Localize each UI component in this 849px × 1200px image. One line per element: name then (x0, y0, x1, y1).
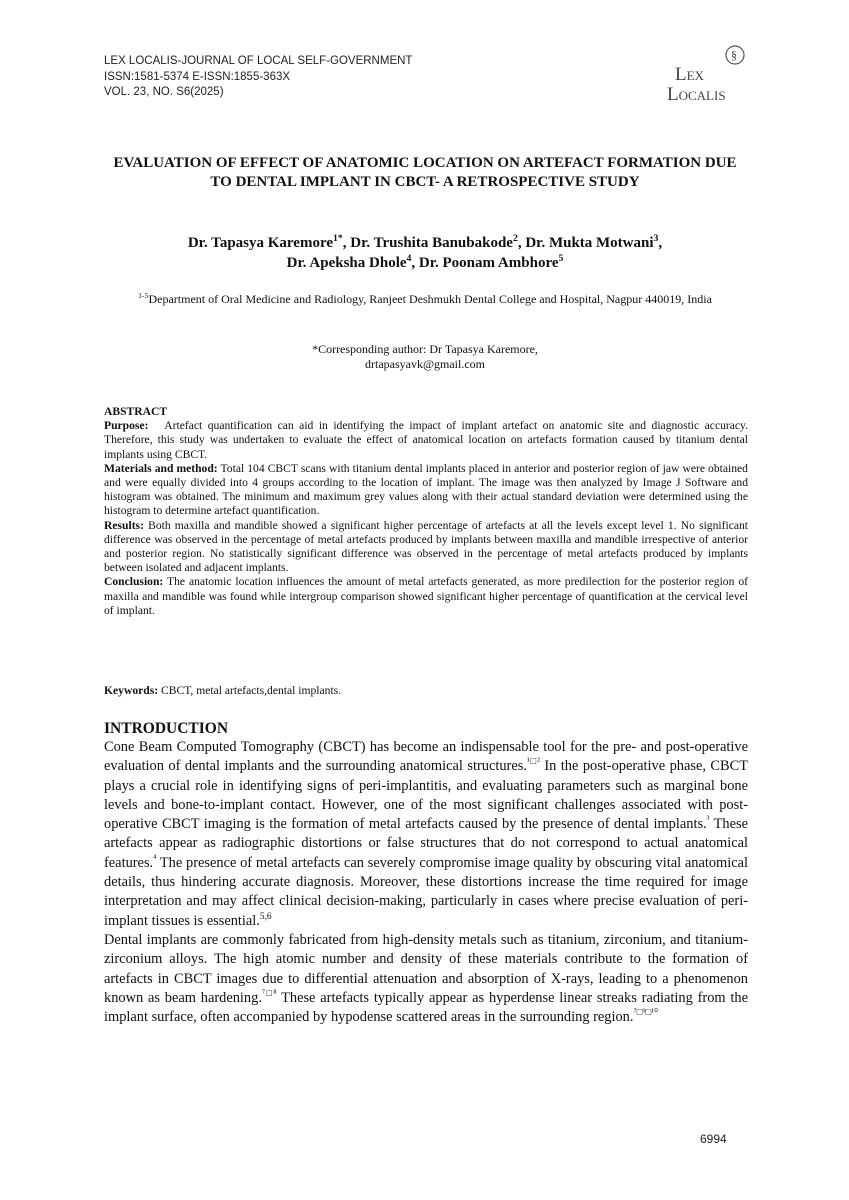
author-name: Dr. Tapasya Karemore (187, 235, 333, 251)
paper-title: EVALUATION OF EFFECT OF ANATOMIC LOCATION ON ARTEFACT FORMATION DUE TO DENTAL IMPLANT IN CBCT- A RETROSPECTIVE STUDY (113, 155, 737, 190)
citation: ⁴ (153, 853, 157, 864)
intro-paragraph: Dental implants are commonly fabricated from high-density metals such as titanium, zirconium, and titanium-zirconium alloys. The high atomic number and density of these materials contribute to the formation of artefacts in CBCT images due to differential attenuation and absorption of X-rays, leading to a phenomenon known as beam hardening.$^{^7□^8}$ These artefacts typically appear as hyperdense linear streaks radiating from the implant surface, often accompanied by hypodense scattered areas in the surrounding region.$^{^7□^9□^{10}}$ (104, 931, 748, 1026)
logo-line2: Localis (667, 84, 726, 105)
citation: 5,6 (259, 911, 272, 922)
introduction-body (104, 738, 748, 1027)
corresponding-email[interactable]: drtapasyavk@gmail.com (364, 357, 486, 371)
journal-volume: VOL. 23, NO. S6(2025) (104, 86, 224, 98)
author-name: Dr. Trushita Banubakode (350, 235, 513, 251)
journal-name: LEX LOCALIS-JOURNAL OF LOCAL SELF-GOVERNMENT (104, 55, 413, 67)
page-number: 6994 (700, 1132, 727, 1146)
author-list: Dr. Tapasya Karemore$^{1*}$, Dr. Trushita Banubakode$^2$, Dr. Mukta Motwani$^3$, Dr. Apeksha Dhole$^4$, Dr. Poonam Ambhore$^5$ (187, 233, 663, 271)
abstract-heading: ABSTRACT (104, 405, 168, 418)
author-sup: 3 (653, 233, 659, 244)
journal-issn: ISSN:1581-5374 E-ISSN:1855-363X (104, 70, 291, 83)
section-heading-introduction: INTRODUCTION (104, 720, 229, 737)
citation: ⁷□⁸ (261, 989, 277, 1000)
abstract-results: Results: Both maxilla and mandible showed a significant higher percentage of artefacts at all the levels except level 1. No significant difference was observed in the percentage of metal artefacts produced by implants between maxilla and mandible irrespective of anterior and posterior region. No statistically significant difference was observed in the percentage of metal artefacts produced by implants between isolated and adjacent implants. (104, 518, 749, 575)
abstract-methods: Materials and method: Total 104 CBCT scans with titanium dental implants placed in anterior and posterior region of jaw were obtained and were equally divided into 4 groups according to the location of implant. The image was then analyzed by Image J Software and histogram was obtained. The minimum and maximum grey values along with their actual standard deviation were determined using the histogram to determine artefact quantification. (104, 461, 748, 518)
author-name: Dr. Mukta Motwani (525, 235, 654, 251)
citation: ¹□² (526, 757, 540, 768)
author-sup: 2 (512, 233, 518, 244)
citation: ³ (706, 815, 710, 826)
intro-paragraph: Cone Beam Computed Tomography (CBCT) has become an indispensable tool for the pre- and post-operative evaluation of dental implants and the surrounding anatomical structures.$^{^1□^2}$ In the post-operative phase, CBCT plays a crucial role in identifying signs of peri-implantitis, and evaluating parameters such as marginal bone levels and bone-to-implant contact. However, one of the most significant challenges associated with post-operative CBCT imaging is the formation of metal artefacts caused by the presence of dental implants.$^{^3}$ These artefacts appear as radiographic distortions or false structures that do not correspond to actual anatomical features.$^{^4}$ The presence of metal artefacts can severely compromise image quality by obscuring vital anatomical details, thus hindering accurate diagnosis. Moreover, these distortions increase the time required for image interpretation and may affect clinical decision-making, particularly in cases where precise evaluation of peri-implant tissues is essential.$^{5,6}$ (104, 739, 749, 929)
logo-symbol: § (731, 48, 737, 62)
affiliation-sup: 1-5 (138, 291, 149, 300)
keywords (104, 684, 748, 698)
keywords-label: Keywords: (104, 684, 159, 697)
journal-header (104, 54, 412, 101)
keywords-text: CBCT, metal artefacts,dental implants. (161, 684, 342, 697)
abstract-purpose: Purpose: Artefact quantification can aid in identifying the impact of implant artefact on anatomic site and diagnostic accuracy. Therefore, this study was undertaken to evaluate the effect of anatomical location on artefacts formation caused by titanium dental implants using CBCT. (104, 419, 748, 461)
affiliation-text: Department of Oral Medicine and Radiology, Ranjeet Deshmukh Dental College and Hospital, Nagpur 440019, India (148, 292, 712, 306)
corresponding-label: *Corresponding author: Dr Tapasya Karemore, (312, 342, 538, 356)
logo-line1: Lex (675, 64, 704, 85)
author-name: Dr. Poonam Ambhore (418, 255, 559, 271)
abstract (104, 405, 748, 618)
corresponding-author (200, 342, 650, 372)
affiliation (110, 292, 740, 307)
author-name: Dr. Apeksha Dhole (286, 255, 407, 271)
lex-localis-logo (665, 44, 757, 108)
citation: ⁷□⁹□¹⁰ (633, 1008, 658, 1019)
author-sup: 5 (558, 253, 564, 264)
abstract-conclusion: Conclusion: The anatomic location influences the amount of metal artefacts generated, as more predilection for the posterior region of maxilla and mandible was found while intergroup comparison showed significant higher percentage of quantification at the cervical level of implant. (104, 575, 748, 617)
author-sup: 1* (333, 233, 343, 244)
author-sup: 4 (406, 253, 412, 264)
